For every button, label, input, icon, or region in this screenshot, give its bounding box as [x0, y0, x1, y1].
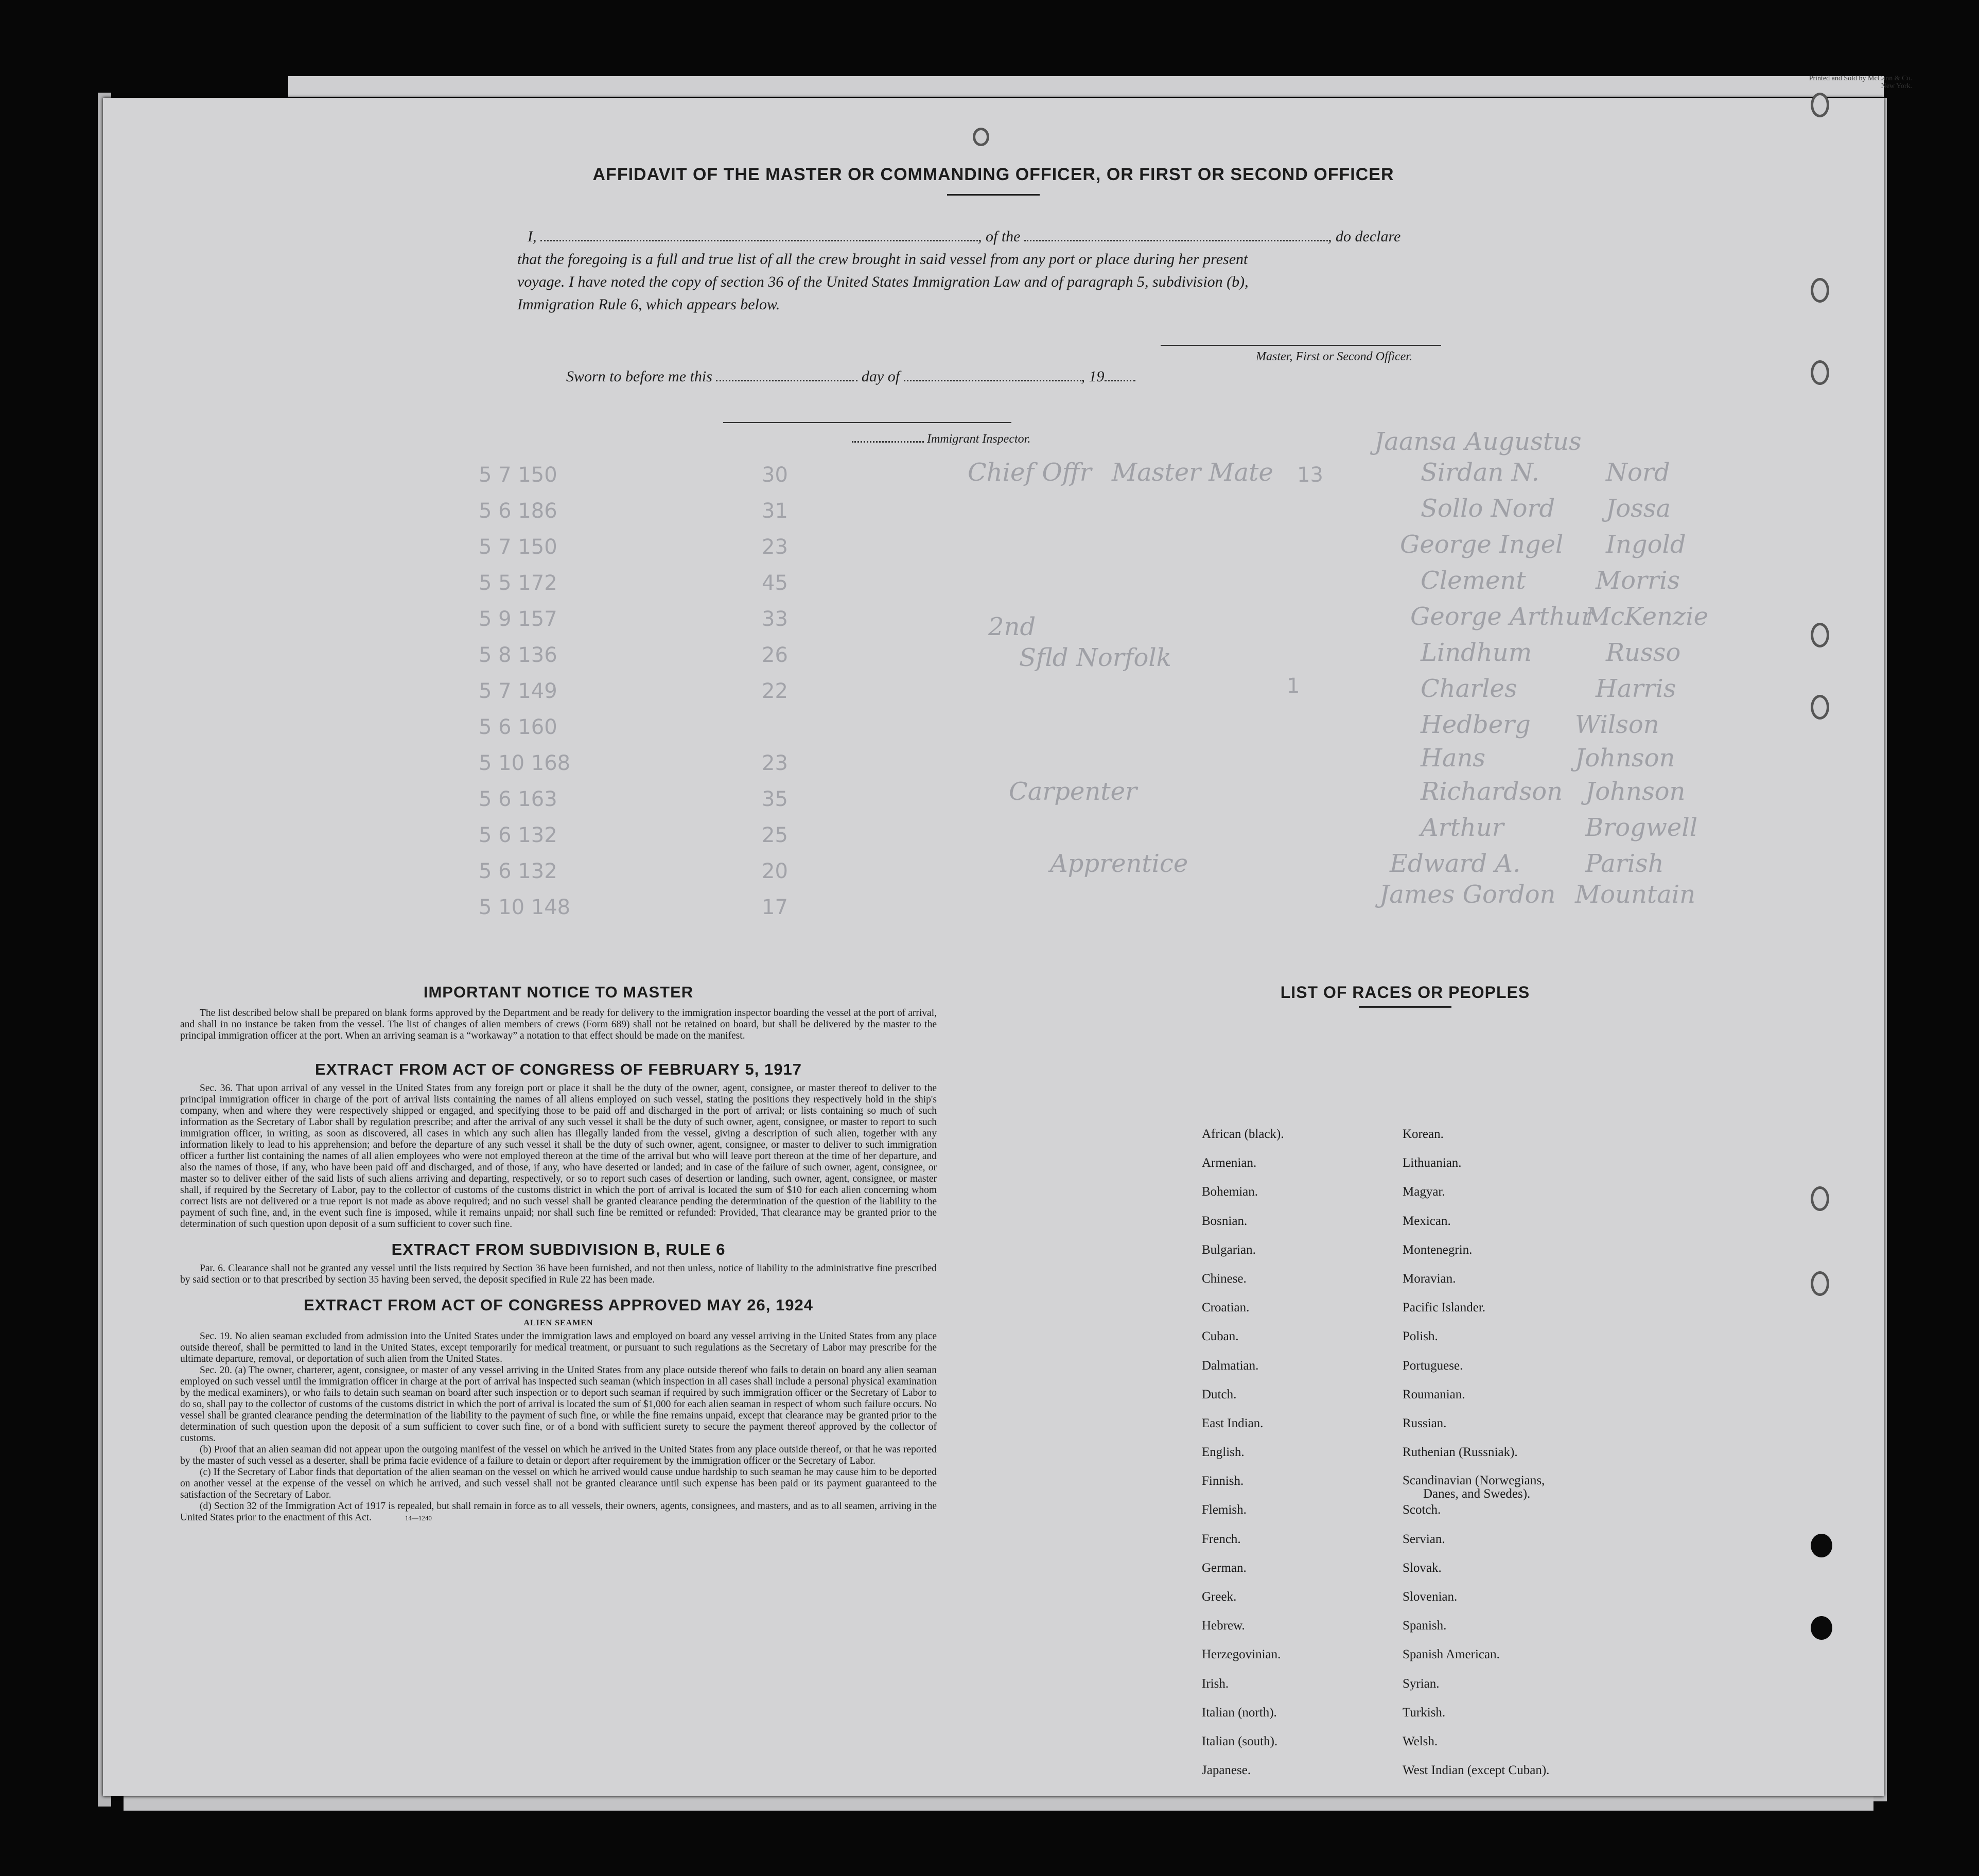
race-item: Pacific Islander.	[1403, 1301, 1486, 1315]
publisher-line1: Printed and Sold by McCann & Co.	[1809, 75, 1912, 82]
race-item: Irish.	[1202, 1676, 1229, 1691]
act1924-sec20c: (c) If the Secretary of Labor finds that deportation of the alien seaman on the vessel on which he arrived would cause undue hardship to such seaman he may cause him to be deported on another vessel at the expense of the vessel on which he arrived, and such vessel shall not be granted clearance until such expense has been paid or its payment guaranteed to the satisfaction of the Secretary of Labor.	[180, 1467, 937, 1500]
master-name-blank[interactable]	[540, 240, 978, 241]
race-item: Mexican.	[1403, 1214, 1451, 1228]
binder-hole	[1811, 695, 1829, 720]
race-item: Magyar.	[1403, 1185, 1445, 1199]
affidavit-declare: do declare	[1336, 228, 1401, 245]
act1924-sec20b: (b) Proof that an alien seaman did not appear upon the outgoing manifest of the vessel on which he arrived in the United States from any place outside thereof, or that he was reported by the master of such vessel as a deserter, shall be prima facie evidence of a failure to detain or deport after requirement by the immigration officer or the Secretary of Labor.	[180, 1444, 937, 1466]
race-item: Montenegrin.	[1403, 1242, 1473, 1257]
sworn-year-blank[interactable]	[1105, 380, 1135, 381]
act1924-sec20d	[180, 1501, 937, 1524]
affidavit-of-the: of the	[986, 228, 1021, 245]
race-item: Scotch.	[1403, 1503, 1441, 1517]
affidavit-line1: I, , of the , do declare	[528, 228, 1401, 245]
affidavit-body	[517, 225, 1583, 316]
race-item: Portuguese.	[1403, 1358, 1463, 1373]
sworn-line	[566, 368, 1135, 385]
publisher-line2: New York.	[1881, 82, 1912, 90]
race-item: Syrian.	[1403, 1676, 1440, 1691]
race-item: Spanish American.	[1403, 1647, 1500, 1662]
inspector-signature-line[interactable]	[723, 422, 1011, 423]
race-item: Dalmatian.	[1202, 1358, 1259, 1373]
race-item: Armenian.	[1202, 1156, 1257, 1170]
affidavit-line3: voyage. I have noted the copy of section 36 of the United States Immigration Law and of paragraph 5, subdivision (b),	[517, 273, 1249, 290]
race-item: German.	[1202, 1561, 1247, 1575]
race-item: English.	[1202, 1445, 1245, 1460]
act1924-sec19: Sec. 19. No alien seaman excluded from admission into the United States under the immigration laws and employed on board any vessel arriving in the United States from any place outside thereof, shall be permitted to land in the United States, except temporarily for medical treatment, or pursuant to such regulations as the Secretary of Labor may prescribe for the ultimate departure, removal, or deportation of such alien from the United States.	[180, 1331, 937, 1364]
inspector-label: Immigrant Inspector.	[927, 432, 1031, 446]
affidavit-line2: that the foregoing is a full and true list of all the crew brought in said vessel from any port or place during her present	[517, 251, 1248, 268]
notice-text: The list described below shall be prepared on blank forms approved by the Department and be ready for delivery to the immigration inspector boarding the vessel at the port of arrival, and shall in no instance be taken from the vessel. The list of changes of alien members of crews (Form 689) shall not be retained on board, but shall be delivered by the master to the principal immigration officer at the port. When an arriving seaman is a “workaway” a notation to that effect should be made on the manifest.	[180, 1008, 937, 1041]
race-item	[1403, 1474, 1549, 1503]
race-item: Turkish.	[1403, 1705, 1446, 1720]
sheet-edge-top	[288, 76, 1884, 97]
vessel-name-blank[interactable]	[1024, 240, 1328, 241]
race-item: East Indian.	[1202, 1416, 1264, 1430]
race-item: Russian.	[1403, 1416, 1447, 1430]
race-item: Bulgarian.	[1202, 1242, 1256, 1257]
act1917-title: EXTRACT FROM ACT OF CONGRESS OF FEBRUARY 5, 1917	[315, 1060, 802, 1078]
race-item: Servian.	[1403, 1532, 1445, 1546]
act1924-title: EXTRACT FROM ACT OF CONGRESS APPROVED MAY 26, 1924	[304, 1296, 813, 1314]
race-item: Welsh.	[1403, 1734, 1438, 1748]
race-item: Polish.	[1403, 1329, 1438, 1344]
race-item: African (black).	[1202, 1127, 1284, 1141]
races-left-column	[1202, 1127, 1284, 1792]
act1924-subtitle: ALIEN SEAMEN	[523, 1319, 593, 1327]
race-item: Italian (south).	[1202, 1734, 1278, 1748]
master-signature-label: Master, First or Second Officer.	[1256, 350, 1412, 363]
race-item: Moravian.	[1403, 1271, 1456, 1286]
race-item-scandinavian: Scandinavian (Norwegians,	[1403, 1474, 1545, 1488]
binder-hole	[1811, 360, 1829, 385]
race-item: Finnish.	[1202, 1474, 1244, 1488]
race-item: Bosnian.	[1202, 1214, 1248, 1228]
race-item: French.	[1202, 1532, 1241, 1546]
race-item: Lithuanian.	[1403, 1156, 1462, 1170]
race-item: Greek.	[1202, 1590, 1237, 1604]
inspector-blank[interactable]	[852, 441, 924, 443]
act1917-text: Sec. 36. That upon arrival of any vessel in the United States from any foreign port or place it shall be the duty of the owner, agent, consignee, or master thereof to deliver to the principal immigration officer in charge of the port of arrival lists containing the names of all aliens employed on such vessel, stating the positions they respectively hold in the ship's company, when and where they were respectively shipped or engaged, and specifying those to be paid off and discharged in the port of arrival; or lists containing so much of such information as the Secretary of Labor shall by regulation prescribe; and after the arrival of any such vessel it shall be the duty of such owner, agent, consignee, or master to report to such immigration officer, in writing, as soon as discovered, all cases in which any such alien has illegally landed from the vessel, giving a description of such alien, together with any information likely to lead to his apprehension; and before the departure of any such vessel it shall be the duty of such owner, agent, consignee, or master to deliver to such immigration officer a further list containing the names of all alien employees who were not employed thereon at the time of the arrival but who will leave port thereon at the time of her departure, and also the names of those, if any, who have been paid off and discharged, and of those, if any, who have deserted or landed; and in case of the failure of such owner, agent, consignee, or master so to deliver either of the said lists of such aliens arriving and departing, respectively, or so to report such cases of desertion or landing, such owner, agent, consignee, or master shall, if required by the Secretary of Labor, pay to the collector of customs of the customs district in which the port of arrival is located the sum of $10 for each alien concerning whom correct lists are not delivered or a true report is not made as above required; and no such vessel shall be granted clearance pending the determination of the question of the liability to the payment of such fine, and, in the event such fine is imposed, while it remains unpaid; nor shall such fine be remitted or refunded: Provided, That clearance may be granted prior to the determination of such question upon deposit of a sum sufficient to cover such fine.	[180, 1083, 937, 1230]
master-signature-line[interactable]	[1161, 345, 1441, 346]
race-item: Roumanian.	[1403, 1387, 1465, 1401]
binder-hole	[1811, 1186, 1829, 1211]
race-item: Korean.	[1403, 1127, 1444, 1141]
affidavit-i: I,	[528, 228, 537, 245]
form-page: Printed and Sold by McCann & Co. New York. Jaansa Augustus Sirdan N. Nord Sollo Nord Jossa George Ingel Ingold Clement Morris George Arthur McKenzie Lindhum Russo Charles Harris Hedberg Wilson Hans Johnson Richardson Johnson Arthur Brogwell Edward A. Parish James Gordon Mountain Chief Offr Master Mate 2nd Sfld Norfolk Carpenter Apprentice 13 1 30 31 23 45 33 26 22 23 35 25 20 17 5 7 150 5 6 186 5 7 150 5 5 172 5 9 157 5 8 136 5 7 149 5 6 160 5 10 168 5 6 163 5 6 132 5 6 132 5 10 148 AFFIDAVIT OF THE MASTER OR COMMANDING OFFICER, OR FIRST OR SECOND OFFICER I, , of the , do declare that the foregoing is a full and true list of all the crew brought in said vessel from any port or place during her present voyage. I have noted the copy of section 36 of the United States Immigration Law and of paragraph 5, subdivision (b), Immigration Rule 6, which appears below. Master, First or Second Officer. Sworn to before me this day of , 19 Immigrant Inspector. IMPORTANT NOTICE TO MASTER The list described below shall be prepared on blank forms approved by the Department and be ready for delivery to the immigration inspector boarding the vessel at the port of arrival, and shall in no instance be taken from the vessel. The list of changes of alien members of crews (Form 689) shall not be retained on board, but shall be delivered by the master to the principal immigration officer at the port. When an arriving seaman is a “workaway” a notation to that effect should be made on the manifest. EXTRACT FROM ACT OF CONGRESS OF FEBRUARY 5, 1917 Sec. 36. That upon arrival of any vessel in the United States from any foreign port or place it shall be the duty of the owner, agent, consignee, or master thereof to deliver to the principal immigration officer in charge of the port of arrival lists containing the names of all aliens employed on such vessel, stating the positions they respectively hold in the ship's company, when and where they were respectively shipped or engaged, and specifying those to be paid off and discharged in the port of arrival; or lists containing so much of such information as the Secretary of Labor shall by regulation prescribe; and after the arrival of any such vessel it shall be the duty of such owner, agent, consignee, or master to report to such immigration officer, in writing, as soon as discovered, all cases in which any such alien has illegally landed from the vessel, giving a description of such alien, together with any information likely to lead to his apprehension; and before the departure of any such vessel it shall be the duty of such owner, agent, consignee, or master to deliver to such immigration officer a further list containing the names of all alien employees who were not employed thereon at the time of the arrival but who will leave port thereon at the time of her departure, and also the names of those, if any, who have been paid off and discharged, and of those, if any, who have deserted or landed; and in case of the failure of such owner, agent, consignee, or master so to deliver either of the said lists of such aliens arriving and departing, respectively, or so to report such cases of desertion or landing, such owner, agent, consignee, or master shall, if required by the Secretary of Labor, pay to the collector of customs of the customs district in which the port of arrival is located the sum of $10 for each alien concerning whom correct lists are not delivered or a true report is not made as above required; and no such vessel shall be granted clearance pending the determination of the question of the liability to the payment of such fine, and, in the event such fine is imposed, while it remains unpaid; nor shall such fine be remitted or refunded: Provided, That clearance may be granted prior to the determination of such question upon deposit of a sum sufficient to cover such fine. EXTRACT FROM SUBDIVISION B, RULE 6 Par. 6. Clearance shall not be granted any vessel until the lists required by Section 36 have been furnished, and not then unless, notice of liability to the administrative fine prescribed by said section or to that prescribed by section 35 having been served, the deposit specified in Rule 22 has been made. EXTRACT FROM ACT OF CONGRESS APPROVED MAY 26, 1924 ALIEN SEAMEN Sec. 19. No alien seaman excluded from admission into the United States under the immigration laws and employed on board any vessel arriving in the United States from any place outside thereof, shall be permitted to land in the United States, except temporarily for medical treatment, or pursuant to such regulations as the Secretary of Labor may prescribe for the ultimate departure, removal, or deportation of such alien from the United States. Sec. 20. (a) The owner, charterer, agent, consignee, or master of any vessel arriving in the United States from any place outside thereof who fails to detain on board any alien seaman employed on such vessel until the immigration officer in charge at the port of arrival has inspected such seaman (which inspection in all cases shall include a personal physical examination by the medical examiners), or who fails to detain such seaman on board after such inspection or to deport such seaman if required by such immigration officer or the Secretary of Labor to do so, shall pay to the collector of customs of the customs district in which the port of arrival is located the sum of $1,000 for each alien seaman in respect of whom such failure occurs. No vessel shall be granted clearance pending the determination of the liability to the payment of such fine, or while the fine remains unpaid, except that clearance may be granted prior to the determination of such question upon the deposit of a sum sufficient to cover such fine, or of a bond with sufficient surety to secure the payment thereof approved by the collector of customs. (b) Proof that an alien seaman did not appear upon the outgoing manifest of the vessel on which he arrived in the United States from any place outside thereof, or that he was reported by the master of such vessel as a deserter, shall be prima facie evidence of a failure to detain or deport after requirement by the immigration officer or the Secretary of Labor. (c) If the Secretary of Labor finds that deportation of the alien seaman on the vessel on which he arrived would cause undue hardship to such seaman he may cause him to be deported on another vessel at the expense of the vessel on which he arrived, and such vessel shall not be granted clearance until such expense has been paid or its payment guaranteed to the satisfaction of the Secretary of Labor. (d) Section 32 of the Immigration Act of 1917 is repealed, but shall remain in force as to all vessels, their owners, agents, consignees, and masters, and as to all seamen, arriving in the United States prior to the enactment of this Act. 14—1240 LIST OF RACES OR PEOPLES African (black). Armenian. Bohemian. Bosnian. Bulgarian. Chinese. Croatian. Cuban. Dalmatian. Dutch. East Indian. English. Finnish. Flemish. French. German. Greek. Hebrew. Herzegovinian. Irish. Italian (north). Italian (south). Japanese. Korean. Lithuanian. Magyar. Mexican. Montenegrin. Moravian. Pacific Islander. Polish. Portuguese. Roumanian. Russian. Ruthenian (Russniak). Scandinavian (Norwegians, Danes, and Swedes). Scotch. Servian. Slovak. Slovenian. Spanish. Spanish American. Syrian. Turkish. Welsh. West Indian (except Cuban).	[103, 98, 1884, 1796]
race-item: Ruthenian (Russniak).	[1403, 1445, 1518, 1460]
race-item: Slovenian.	[1403, 1590, 1458, 1604]
race-item: Croatian.	[1202, 1301, 1250, 1315]
race-item: Flemish.	[1202, 1503, 1247, 1517]
race-item: Herzegovinian.	[1202, 1647, 1281, 1662]
race-item: Bohemian.	[1202, 1185, 1258, 1199]
binder-hole	[1811, 1616, 1832, 1640]
race-item: Spanish.	[1403, 1619, 1447, 1633]
year-text: , 19	[1081, 368, 1105, 385]
binder-hole	[1811, 93, 1829, 117]
legal-extracts	[180, 983, 937, 1524]
act1924-sec20d-text: (d) Section 32 of the Immigration Act of 1917 is repealed, but shall remain in force as to all vessels, their owners, agents, consignees, and masters, and as to all seamen, arriving in the United States prior to the enactment of this Act.	[180, 1501, 937, 1523]
rule6-title: EXTRACT FROM SUBDIVISION B, RULE 6	[391, 1240, 726, 1258]
binder-hole	[1811, 278, 1829, 303]
binder-hole	[1811, 1271, 1829, 1296]
race-item: Hebrew.	[1202, 1619, 1245, 1633]
sworn-day-blank[interactable]	[716, 380, 857, 381]
form-number: 14—1240	[405, 1514, 432, 1522]
affidavit-title: AFFIDAVIT OF THE MASTER OR COMMANDING OFFICER, OR FIRST OR SECOND OFFICER	[592, 165, 1394, 184]
race-item: Cuban.	[1202, 1329, 1239, 1344]
affidavit-section	[103, 165, 1884, 196]
affidavit-line4: Immigration Rule 6, which appears below.	[517, 296, 780, 313]
race-item: Slovak.	[1403, 1561, 1442, 1575]
act1924-sec20a: Sec. 20. (a) The owner, charterer, agent, consignee, or master of any vessel arriving in the United States from any place outside thereof who fails to detain on board any alien seaman employed on such vessel until the immigration officer in charge at the port of arrival has inspected such seaman (which inspection in all cases shall include a personal physical examination by the medical examiners), or who fails to detain such seaman on board after such inspection or to deport such seaman if required by such immigration officer or the Secretary of Labor to do so, shall pay to the collector of customs of the customs district in which the port of arrival is located the sum of $1,000 for each alien seaman in respect of whom such failure occurs. No vessel shall be granted clearance pending the determination of the liability to the payment of such fine, or while the fine remains unpaid, except that clearance may be granted prior to the determination of such question upon the deposit of a sum sufficient to cover such fine, or of a bond with sufficient surety to secure the payment thereof approved by the collector of customs.	[180, 1365, 937, 1444]
race-item-scandinavian-cont: Danes, and Swedes).	[1423, 1487, 1531, 1501]
binder-hole	[1811, 1534, 1832, 1557]
races-title-rule	[1359, 1006, 1451, 1008]
races-title: LIST OF RACES OR PEOPLES	[1280, 983, 1530, 1002]
binder-hole	[973, 128, 989, 146]
race-item: Chinese.	[1202, 1271, 1247, 1286]
notice-title: IMPORTANT NOTICE TO MASTER	[423, 983, 694, 1001]
race-item: Italian (north).	[1202, 1705, 1277, 1720]
binder-hole	[1811, 623, 1829, 647]
rule6-text: Par. 6. Clearance shall not be granted any vessel until the lists required by Section 36 have been furnished, and not then unless, notice of liability to the administrative fine prescribed by said section or to that prescribed by section 35 having been served, the deposit specified in Rule 22 has been made.	[180, 1263, 937, 1285]
sworn-text: Sworn to before me this	[566, 368, 712, 385]
races-right-column	[1403, 1127, 1549, 1792]
race-item: West Indian (except Cuban).	[1403, 1763, 1550, 1778]
race-item: Dutch.	[1202, 1387, 1237, 1401]
publisher-imprint	[1809, 75, 1912, 90]
title-rule	[947, 194, 1040, 196]
inspector-line	[852, 432, 1030, 446]
day-of-text: day of	[861, 368, 900, 385]
race-item: Japanese.	[1202, 1763, 1251, 1778]
sworn-month-blank[interactable]	[904, 380, 1081, 381]
